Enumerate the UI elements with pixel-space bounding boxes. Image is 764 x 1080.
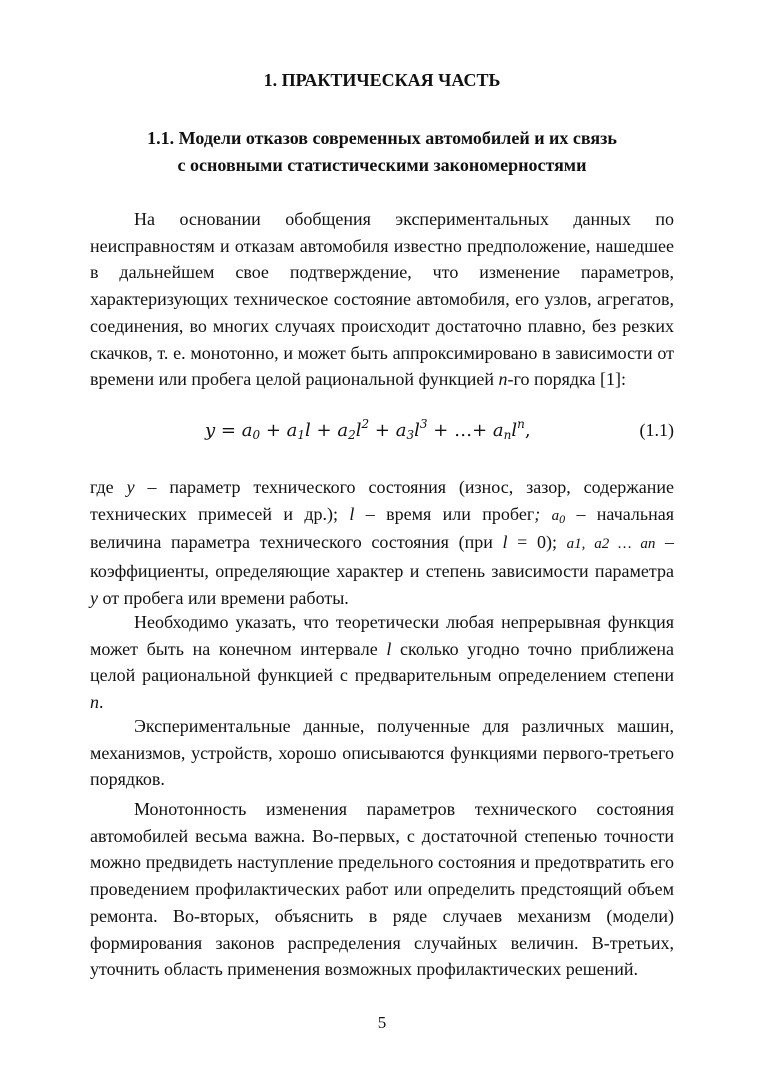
- formula-an-sub: n: [503, 428, 512, 442]
- paragraph-intro-tail: -го порядка [1]:: [507, 369, 626, 390]
- var-n-2: n: [90, 692, 99, 713]
- var-y: y: [126, 477, 135, 497]
- paragraph-approximation: [90, 609, 674, 716]
- where-text-1: где: [90, 477, 127, 497]
- formula-a0: a: [241, 420, 253, 441]
- formula-plus: +: [265, 420, 281, 441]
- formula-plus: +: [316, 420, 332, 441]
- where-text-3: – время или пробег: [354, 503, 535, 524]
- approx-text-1: Необходимо указать, что теоретически любая непрерывная функция может быть на конечном интервале: [90, 612, 674, 659]
- formula-comma: ,: [524, 420, 531, 441]
- where-text-5: = 0);: [507, 532, 567, 553]
- formula-l2: l: [355, 420, 362, 441]
- formula-a0-sub: 0: [252, 428, 261, 442]
- var-l-3: l: [386, 638, 392, 659]
- section-title-line-2: с основными статистическими закономерностями: [177, 155, 587, 175]
- var-l: l: [349, 503, 355, 524]
- formula-l1: l: [305, 420, 311, 441]
- formula-a1-sub: 1: [297, 428, 306, 442]
- formula-equals: =: [220, 420, 236, 441]
- formula-ln-sup: n: [517, 417, 525, 431]
- formula-number: (1.1): [639, 420, 674, 440]
- where-text-7: от пробега или времени работы.: [98, 587, 349, 608]
- formula-a3: a: [395, 420, 407, 441]
- formula-a3-sub: 3: [406, 428, 415, 442]
- paragraph-experimental: Экспериментальные данные, полученные для различных машин, механизмов, устройств, хорошо описываются функциями первого-третьего порядков.: [90, 716, 674, 790]
- var-y-2: y: [90, 587, 98, 608]
- section-title-line-1: 1.1. Модели отказов современных автомобилей и их связь: [147, 128, 617, 148]
- formula-expression: [205, 417, 531, 442]
- where-text-4: – начальная величина параметра технического состояния (при: [90, 503, 674, 553]
- var-coefficients: a1, a2 … an: [566, 536, 656, 553]
- formula-a2-sub: 2: [348, 428, 356, 442]
- approx-text-3: .: [99, 692, 104, 713]
- formula-l3-sup: 3: [419, 417, 428, 431]
- where-text-6: – коэффициенты, определяющие характер и степень зависимости параметра: [90, 532, 674, 582]
- page-number: 5: [377, 1013, 387, 1032]
- formula-1-1: [90, 417, 674, 450]
- paragraph-intro-text: На основании обобщения экспериментальных данных по неисправностям и отказам автомобиля известно предположение, нашедшее в дальнейшем свое подтверждение, что изменение параметров, характеризующих техническое состояние автомобиля, его узлов, агрегатов, соединения, во многих случаях происходит достаточно плавно, без резких скачков, т. е. монотонно, и может быть аппроксимировано в зависимости от времени или пробега целой рациональной функцией: [90, 209, 674, 390]
- formula-dots: …: [454, 420, 473, 441]
- formula-l2-sup: 2: [361, 417, 370, 431]
- var-a0-sub: 0: [559, 511, 566, 526]
- chapter-title: 1. ПРАКТИЧЕСКАЯ ЧАСТЬ: [263, 70, 501, 90]
- where-semicolon: ;: [534, 503, 541, 524]
- formula-plus: +: [472, 420, 488, 441]
- formula-plus: +: [433, 420, 449, 441]
- formula-ln: l: [511, 420, 518, 441]
- formula-a2: a: [337, 420, 349, 441]
- paragraph-intro: [90, 206, 674, 393]
- formula-an: a: [492, 420, 504, 441]
- paragraph-monotonicity: Монотонность изменения параметров технического состояния автомобилей весьма важна. Во-первых, с достаточной степенью точности можно предвидеть наступление предельного состояния и предотвратить его проведением профилактических работ или определить предстоящий объем ремонта. Во-вторых, объяснить в ряде случаев механизм (модели) формирования законов распределения случайных величин. В-третьих, уточнить область применения возможных профилактических решений.: [90, 799, 674, 980]
- paragraph-where: [90, 474, 674, 612]
- var-a0: a: [551, 507, 560, 524]
- approx-text-2: сколько угодно точно приближена целой рациональной функцией с предварительным определением степени: [90, 638, 675, 686]
- var-l-2: l: [502, 532, 508, 553]
- formula-l3: l: [414, 420, 420, 441]
- where-text-2: – параметр технического состояния (износ, зазор, содержание технических примесей и др.);: [90, 477, 674, 524]
- var-n: n: [498, 369, 508, 390]
- formula-a1: a: [286, 420, 298, 441]
- section-title: [0, 125, 764, 179]
- formula-plus: +: [374, 420, 390, 441]
- formula-y: y: [205, 420, 216, 441]
